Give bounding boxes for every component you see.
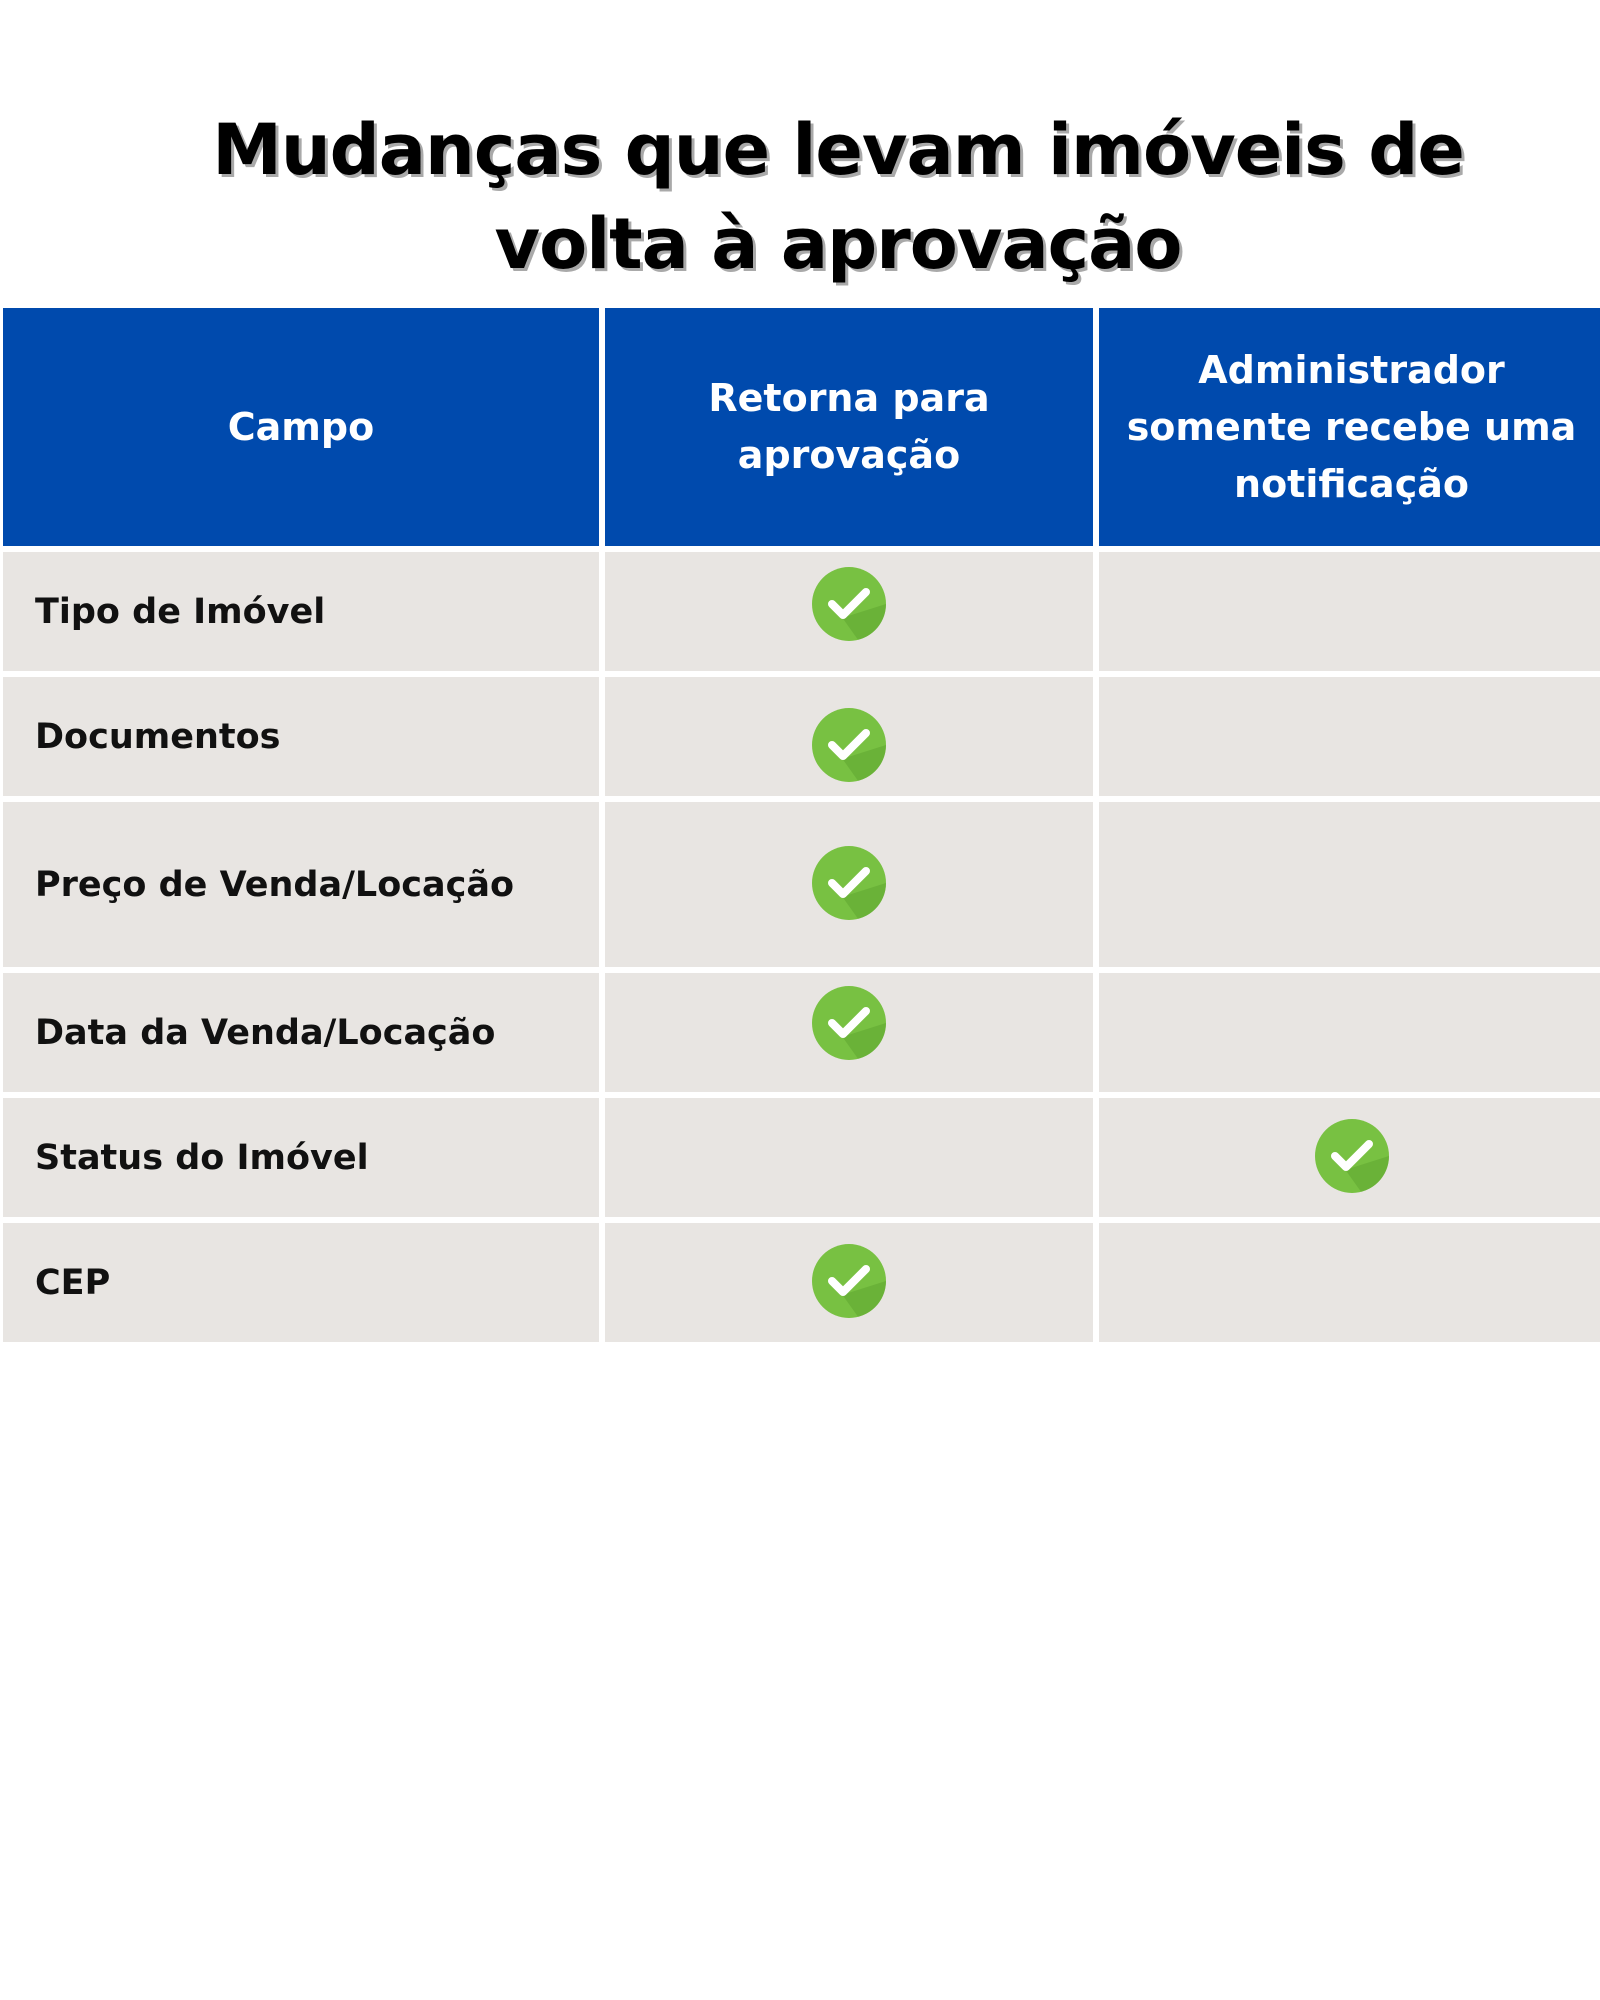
header-notify-line-2: somente recebe uma (1126, 404, 1577, 449)
returns-to-approval-cell (605, 802, 1093, 967)
check-circle-icon (1315, 1119, 1389, 1193)
returns-to-approval-cell (605, 1223, 1093, 1342)
page-title-line-1: Mudanças que levam imóveis de (212, 108, 1464, 191)
table-header-row (3, 308, 1600, 546)
header-field (3, 308, 599, 546)
field-name-cell (3, 677, 599, 796)
field-name-cell (3, 552, 599, 671)
field-name-cell (3, 1223, 599, 1342)
header-returns-line-1: Retorna para (708, 376, 990, 420)
field-name-label: Status do Imóvel (35, 1137, 369, 1178)
admin-notification-cell (1099, 552, 1600, 671)
returns-to-approval-cell (605, 677, 1093, 796)
field-name-label: CEP (35, 1262, 111, 1303)
field-name-label: Data da Venda/Locação (35, 1012, 496, 1053)
header-returns-to-approval (605, 308, 1093, 546)
field-name-label: Documentos (35, 716, 281, 757)
returns-to-approval-cell (605, 973, 1093, 1092)
check-circle-icon (812, 1244, 886, 1318)
table-row (3, 1223, 1600, 1342)
approval-rules-table (0, 302, 1600, 1348)
check-circle-icon (812, 986, 886, 1060)
admin-notification-cell (1099, 677, 1600, 796)
page-title (0, 103, 1600, 291)
header-admin-notification (1099, 308, 1600, 546)
field-name-cell (3, 802, 599, 967)
check-circle-icon (812, 846, 886, 920)
field-name-label: Preço de Venda/Locação (35, 864, 515, 905)
table-row (3, 973, 1600, 1092)
table-row (3, 677, 1600, 796)
header-notify-line-3: notificação (1234, 461, 1469, 506)
page-title-line-2: volta à aprovação (494, 202, 1182, 285)
admin-notification-cell (1099, 1223, 1600, 1342)
table-row (3, 1098, 1600, 1217)
field-name-cell (3, 1098, 599, 1217)
field-name-cell (3, 973, 599, 1092)
returns-to-approval-cell (605, 1098, 1093, 1217)
header-returns-line-2: aprovação (737, 433, 961, 477)
check-circle-icon (812, 567, 886, 641)
table-row (3, 552, 1600, 671)
table-row (3, 802, 1600, 967)
field-name-label: Tipo de Imóvel (35, 591, 326, 632)
check-circle-icon (812, 708, 886, 782)
returns-to-approval-cell (605, 552, 1093, 671)
header-field-label: Campo (227, 404, 375, 449)
admin-notification-cell (1099, 1098, 1600, 1217)
admin-notification-cell (1099, 973, 1600, 1092)
admin-notification-cell (1099, 802, 1600, 967)
table-body (3, 552, 1600, 1342)
header-notify-line-1: Administrador (1198, 347, 1505, 392)
